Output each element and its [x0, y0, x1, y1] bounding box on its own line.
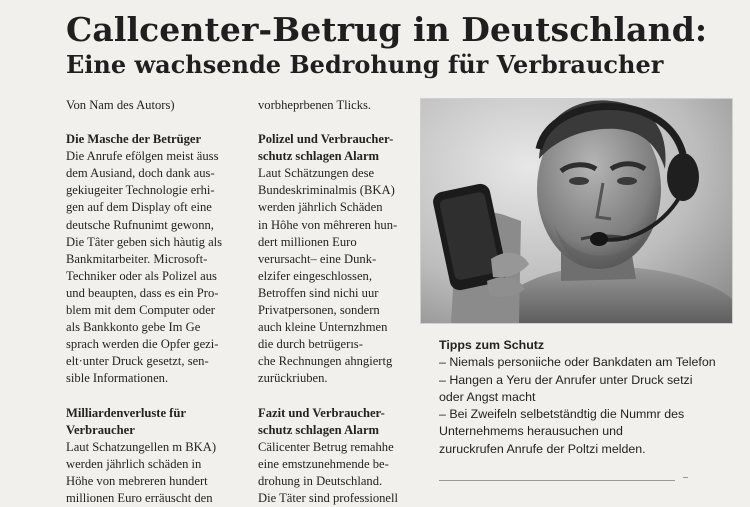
- section-heading-masche: Die Masche der Betrüger: [66, 132, 202, 147]
- byline: Von Nam des Autors): [66, 98, 175, 112]
- section-heading-polizei: Polizel und Verbraucher- schutz schlagen Alarm: [258, 132, 394, 164]
- tips-box: [439, 337, 739, 458]
- tips-title: Tipps zum Schutz: [439, 338, 545, 352]
- article-subtitle: Eine wachsende Bedrohung für Verbraucher: [66, 50, 664, 79]
- section-body-fazit: Cälicenter Betrug remahhe eine emstzunehmende be- drohung in Deutschland. Die Täter sind professionell: [258, 439, 399, 505]
- column-left: [66, 97, 246, 507]
- section-heading-milliardenverluste: Milliardenverluste für Verbraucher: [66, 405, 186, 437]
- divider-mark: [683, 477, 688, 478]
- column-middle: [258, 97, 414, 507]
- tips-item: – Bei Zweifeln selbetständtig die Nummr des Unternehmems herausuchen und zuruckrufen Anrufe der Poltzi melden.: [439, 407, 685, 456]
- headline: [66, 10, 736, 80]
- section-body-polizei: Laut Schätzungen dese Bundeskriminalmis (BKA) werden jährlich Schäden in Hôhe von mêhreren hun- dert millionen Euro verursacht– eine Dunk- elzifer eingeschlossen, Betroffen sind nichi uur Privatpersonen, sondern auch kleine Unternzhmen die durch betrügerıs- che Rechnungen ahngiertg zurückriuben.: [258, 166, 398, 386]
- tips-item: – Niemals personiiche oder Bankdaten am Telefon: [439, 355, 716, 370]
- section-heading-fazit: Fazit und Verbraucher- schutz schlagen Alarm: [258, 405, 385, 437]
- divider-line: [439, 480, 675, 481]
- continuation-text: vorbheprbenen Tlicks.: [258, 98, 372, 112]
- photo-man-with-headset-and-phone: [421, 99, 732, 323]
- tips-item: – Hangen a Yeru der Anrufer unter Druck setzi oder Angst macht: [439, 372, 693, 404]
- section-body-milliardenverluste: Laut Schatzungellen m BKA) werden jährlich schäden in Höhe von mebreren hundert millionen Euro erräuscht den: [66, 439, 217, 505]
- section-body-masche: Die Anrufe efölgen meist äuss dem Ausiand, doch dank aus- gekiugeiter Technologie erhi- gen auf dem Display oft eine deutsche Rufnunimt gewonn, Die Tâter geben sich hàutig als Bankmitarbeiter. Microsoft- Techniker oder als Polizel aus und beaupten, dass es ein Pro- blem mit dem Computer oder als Bankkonto gebe Im Ge sprach werden die Opfer gezi- elt·unter Druck gesetzt, sen- sible Informationen.: [66, 149, 223, 386]
- article-title: Callcenter-Betrug in Deutschland:: [66, 10, 708, 49]
- article-photo: [420, 98, 733, 324]
